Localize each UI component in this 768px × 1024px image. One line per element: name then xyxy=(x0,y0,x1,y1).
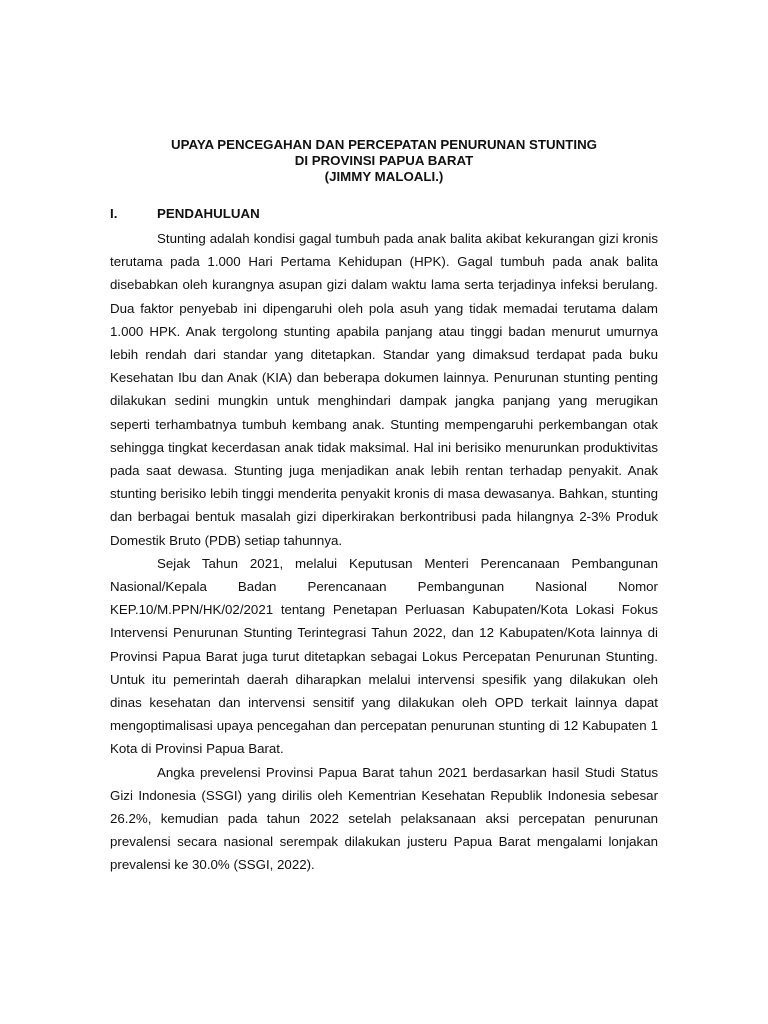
title-line-author: (JIMMY MALOALI.) xyxy=(324,169,444,184)
body-text xyxy=(110,227,658,877)
paragraph-prevalence: Angka prevelensi Provinsi Papua Barat tahun 2021 berdasarkan hasil Studi Status Gizi Indonesia (SSGI) yang dirilis oleh Kementrian Kesehatan Republik Indonesia sebesar 26.2%, kemudian pada tahun 2022 setelah pelaksanaan aksi percepatan penurunan prevalensi secara nasional serempak dilakukan justeru Papua Barat mengalami lonjakan prevalensi ke 30.0% (SSGI, 2022). xyxy=(110,764,658,873)
paragraph-policy-decree: Sejak Tahun 2021, melalui Keputusan Menteri Perencanaan Pembangunan Nasional/Kepala Badan Perencanaan Pembangunan Nasional Nomor KEP.10/M.PPN/HK/02/2021 tentang Penetapan Perluasan Kabupaten/Kota Lokasi Fokus Intervensi Penurunan Stunting Terintegrasi Tahun 2022, dan 12 Kabupaten/Kota lainnya di Provinsi Papua Barat juga turut ditetapkan sebagai Lokus Percepatan Penurunan Stunting. Untuk itu pemerintah daerah diharapkan melalui intervensi spesifik yang dilakukan oleh dinas kesehatan dan intervensi sensitif yang dilakukan oleh OPD terkait lainnya dapat mengoptimalisasi upaya pencegahan dan percepatan penurunan stunting di 12 Kabupaten 1 Kota di Provinsi Papua Barat. xyxy=(110,555,658,757)
paragraph-stunting-definition: Stunting adalah kondisi gagal tumbuh pada anak balita akibat kekurangan gizi kronis terutama pada 1.000 Hari Pertama Kehidupan (HPK). Gagal tumbuh pada anak balita disebabkan oleh kurangnya asupan gizi dalam waktu lama serta terjadinya infeksi berulang. Dua faktor penyebab ini dipengaruhi oleh pola asuh yang tidak memadai terutama dalam 1.000 HPK. Anak tergolong stunting apabila panjang atau tinggi badan menurut umurnya lebih rendah dari standar yang ditetapkan. Standar yang dimaksud terdapat pada buku Kesehatan Ibu dan Anak (KIA) dan beberapa dokumen lainnya. Penurunan stunting penting dilakukan sedini mungkin untuk menghindari dampak jangka panjang yang merugikan seperti terhambatnya tumbuh kembang anak. Stunting mempengaruhi perkembangan otak sehingga tingkat kecerdasan anak tidak maksimal. Hal ini berisiko menurunkan produktivitas pada saat dewasa. Stunting juga menjadikan anak lebih rentan terhadap penyakit. Anak stunting berisiko lebih tinggi menderita penyakit kronis di masa dewasanya. Bahkan, stunting dan berbagai bentuk masalah gizi diperkirakan berkontribusi pada hilangnya 2-3% Produk Domestik Bruto (PDB) setiap tahunnya. xyxy=(110,231,658,548)
title-line-region: DI PROVINSI PAPUA BARAT xyxy=(294,153,474,168)
section-title: PENDAHULUAN xyxy=(157,206,260,221)
title-line-main: UPAYA PENCEGAHAN DAN PERCEPATAN PENURUNAN STUNTING xyxy=(170,137,598,152)
document-title xyxy=(0,137,768,185)
section-number: I. xyxy=(110,206,118,221)
